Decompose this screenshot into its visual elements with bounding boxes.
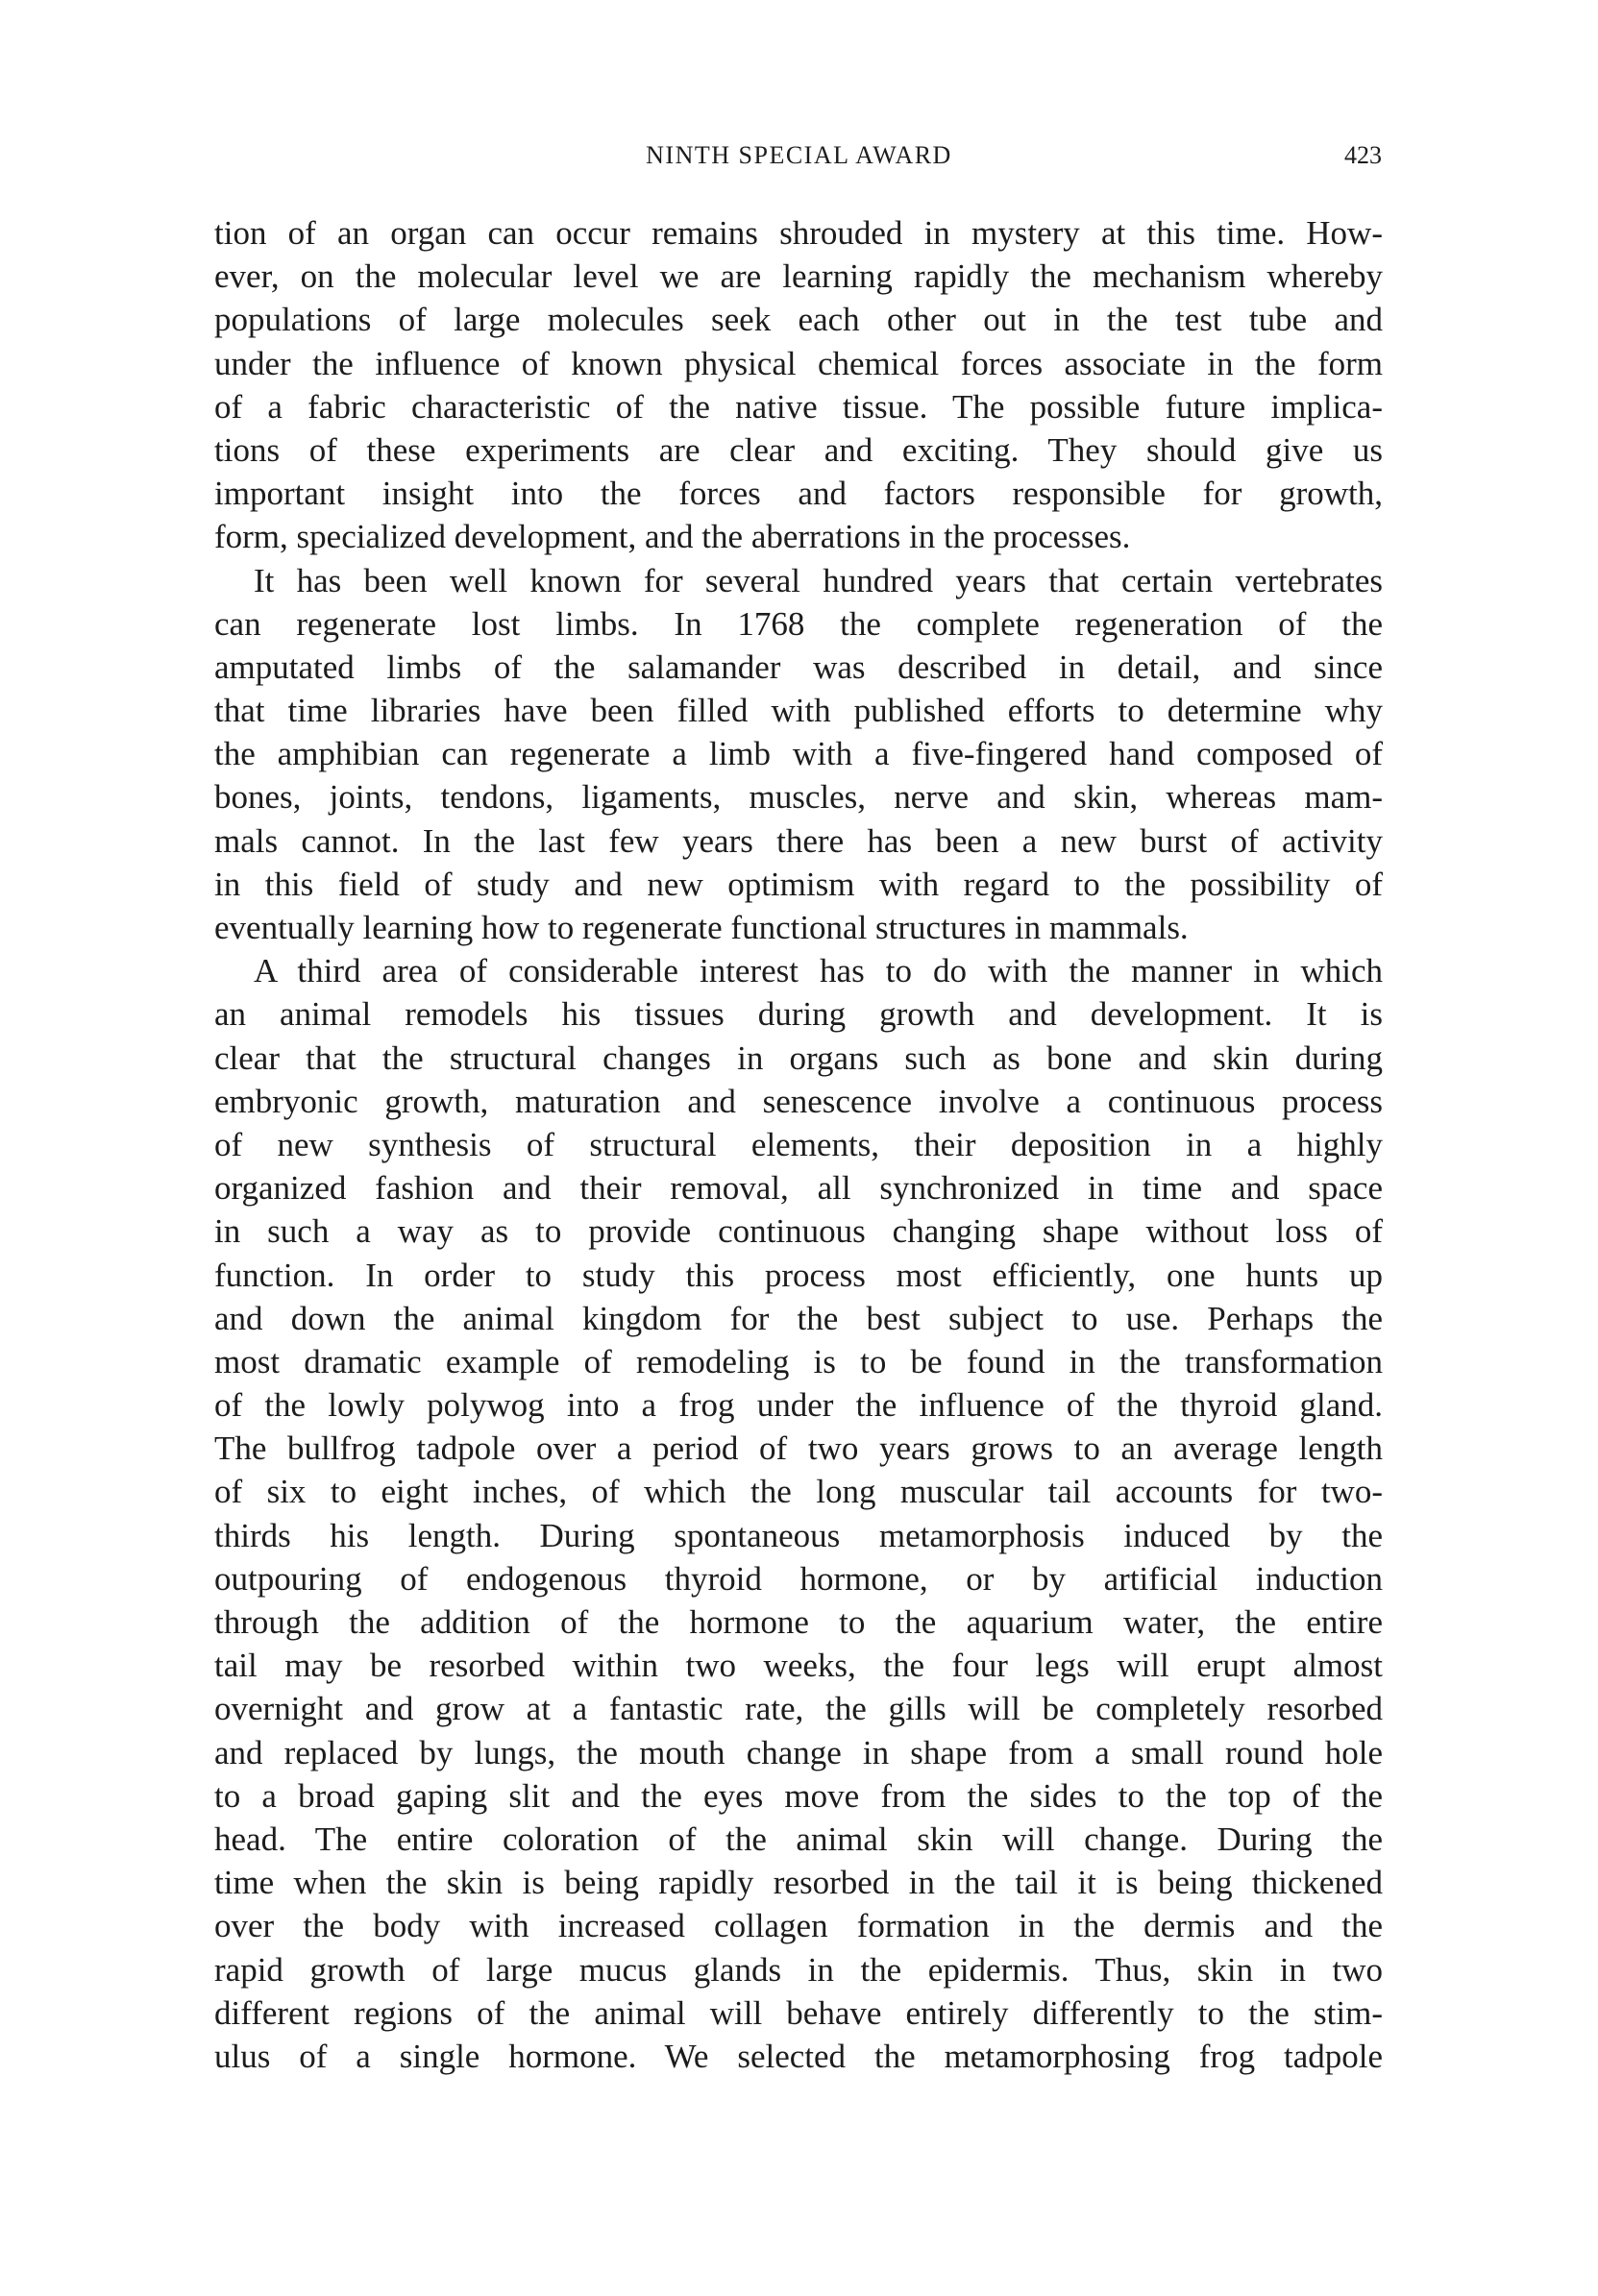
text-line: eventually learning how to regenerate functional structures in mammals. bbox=[214, 909, 1189, 946]
text-line: function. In order to study this process most efficiently, one hunts up bbox=[214, 1256, 1383, 1294]
text-line: It has been well known for several hundred years that certain vertebrates bbox=[254, 561, 1383, 599]
text-line: over the body with increased collagen formation in the dermis and the bbox=[214, 1907, 1383, 1945]
text-line: thirds his length. During spontaneous metamorphosis induced by the bbox=[214, 1516, 1383, 1554]
paragraph bbox=[214, 949, 1383, 2078]
text-line: of a fabric characteristic of the native tissue. The possible future implica- bbox=[214, 387, 1383, 426]
text-line: of six to eight inches, of which the long muscular tail accounts for two- bbox=[214, 1473, 1383, 1511]
text-line: through the addition of the hormone to the aquarium water, the entire bbox=[214, 1603, 1383, 1641]
text-line: clear that the structural changes in organs such as bone and skin during bbox=[214, 1038, 1383, 1077]
paragraph bbox=[214, 211, 1383, 559]
text-line: organized fashion and their removal, all synchronized in time and space bbox=[214, 1169, 1383, 1208]
text-line: ulus of a single hormone. We selected the metamorphosing frog tadpole bbox=[214, 2037, 1383, 2075]
text-line: the amphibian can regenerate a limb with a five-fingered hand composed of bbox=[214, 735, 1383, 773]
text-line: in such a way as to provide continuous changing shape without loss of bbox=[214, 1212, 1383, 1251]
text-line: an animal remodels his tissues during growth and development. It is bbox=[214, 995, 1383, 1034]
text-line: bones, joints, tendons, ligaments, muscles, nerve and skin, whereas mam- bbox=[214, 778, 1383, 817]
text-line: tail may be resorbed within two weeks, the four legs will erupt almost bbox=[214, 1647, 1383, 1685]
text-line: of new synthesis of structural elements, their deposition in a highly bbox=[214, 1125, 1383, 1163]
text-line: under the influence of known physical chemical forces associate in the form bbox=[214, 344, 1383, 382]
text-line: A third area of considerable interest has to do with the manner in which bbox=[254, 952, 1383, 990]
text-line: rapid growth of large mucus glands in the epidermis. Thus, skin in two bbox=[214, 1950, 1383, 1989]
paragraph bbox=[214, 559, 1383, 950]
text-line: outpouring of endogenous thyroid hormone, or by artificial induction bbox=[214, 1559, 1383, 1598]
text-line: to a broad gaping slit and the eyes move from the sides to the top of the bbox=[214, 1776, 1383, 1815]
text-line: overnight and grow at a fantastic rate, the gills will be completely resorbed bbox=[214, 1690, 1383, 1728]
text-line: time when the skin is being rapidly resorbed in the tail it is being thickened bbox=[214, 1864, 1383, 1902]
page-number: 423 bbox=[1344, 141, 1382, 169]
running-title: NINTH SPECIAL AWARD bbox=[646, 141, 952, 169]
text-line: populations of large molecules seek each other out in the test tube and bbox=[214, 301, 1383, 339]
running-head bbox=[216, 136, 1382, 175]
text-line: mals cannot. In the last few years there has been a new burst of activity bbox=[214, 821, 1383, 860]
text-line: that time libraries have been filled with published efforts to determine why bbox=[214, 692, 1383, 730]
text-line: important insight into the forces and factors responsible for growth, bbox=[214, 475, 1383, 513]
text-line: tion of an organ can occur remains shrouded in mystery at this time. How- bbox=[214, 214, 1383, 252]
text-line: can regenerate lost limbs. In 1768 the complete regeneration of the bbox=[214, 604, 1383, 643]
text-line: of the lowly polywog into a frog under the influence of the thyroid gland. bbox=[214, 1386, 1383, 1425]
text-line: and replaced by lungs, the mouth change in shape from a small round hole bbox=[214, 1733, 1383, 1771]
text-line: in this field of study and new optimism with regard to the possibility of bbox=[214, 865, 1383, 903]
text-line: and down the animal kingdom for the best subject to use. Perhaps the bbox=[214, 1299, 1383, 1337]
body-text bbox=[214, 211, 1383, 2078]
text-line: head. The entire coloration of the animal skin will change. During the bbox=[214, 1820, 1383, 1858]
text-line: amputated limbs of the salamander was described in detail, and since bbox=[214, 647, 1383, 686]
text-line: embryonic growth, maturation and senescence involve a continuous process bbox=[214, 1082, 1383, 1120]
text-line: different regions of the animal will behave entirely differently to the stim- bbox=[214, 1993, 1383, 2032]
text-line: form, specialized development, and the aberrations in the processes. bbox=[214, 518, 1131, 556]
text-line: most dramatic example of remodeling is to be found in the transformation bbox=[214, 1342, 1383, 1380]
text-line: The bullfrog tadpole over a period of two years grows to an average length bbox=[214, 1429, 1383, 1468]
text-line: tions of these experiments are clear and exciting. They should give us bbox=[214, 430, 1383, 469]
text-line: ever, on the molecular level we are learning rapidly the mechanism whereby bbox=[214, 257, 1383, 296]
